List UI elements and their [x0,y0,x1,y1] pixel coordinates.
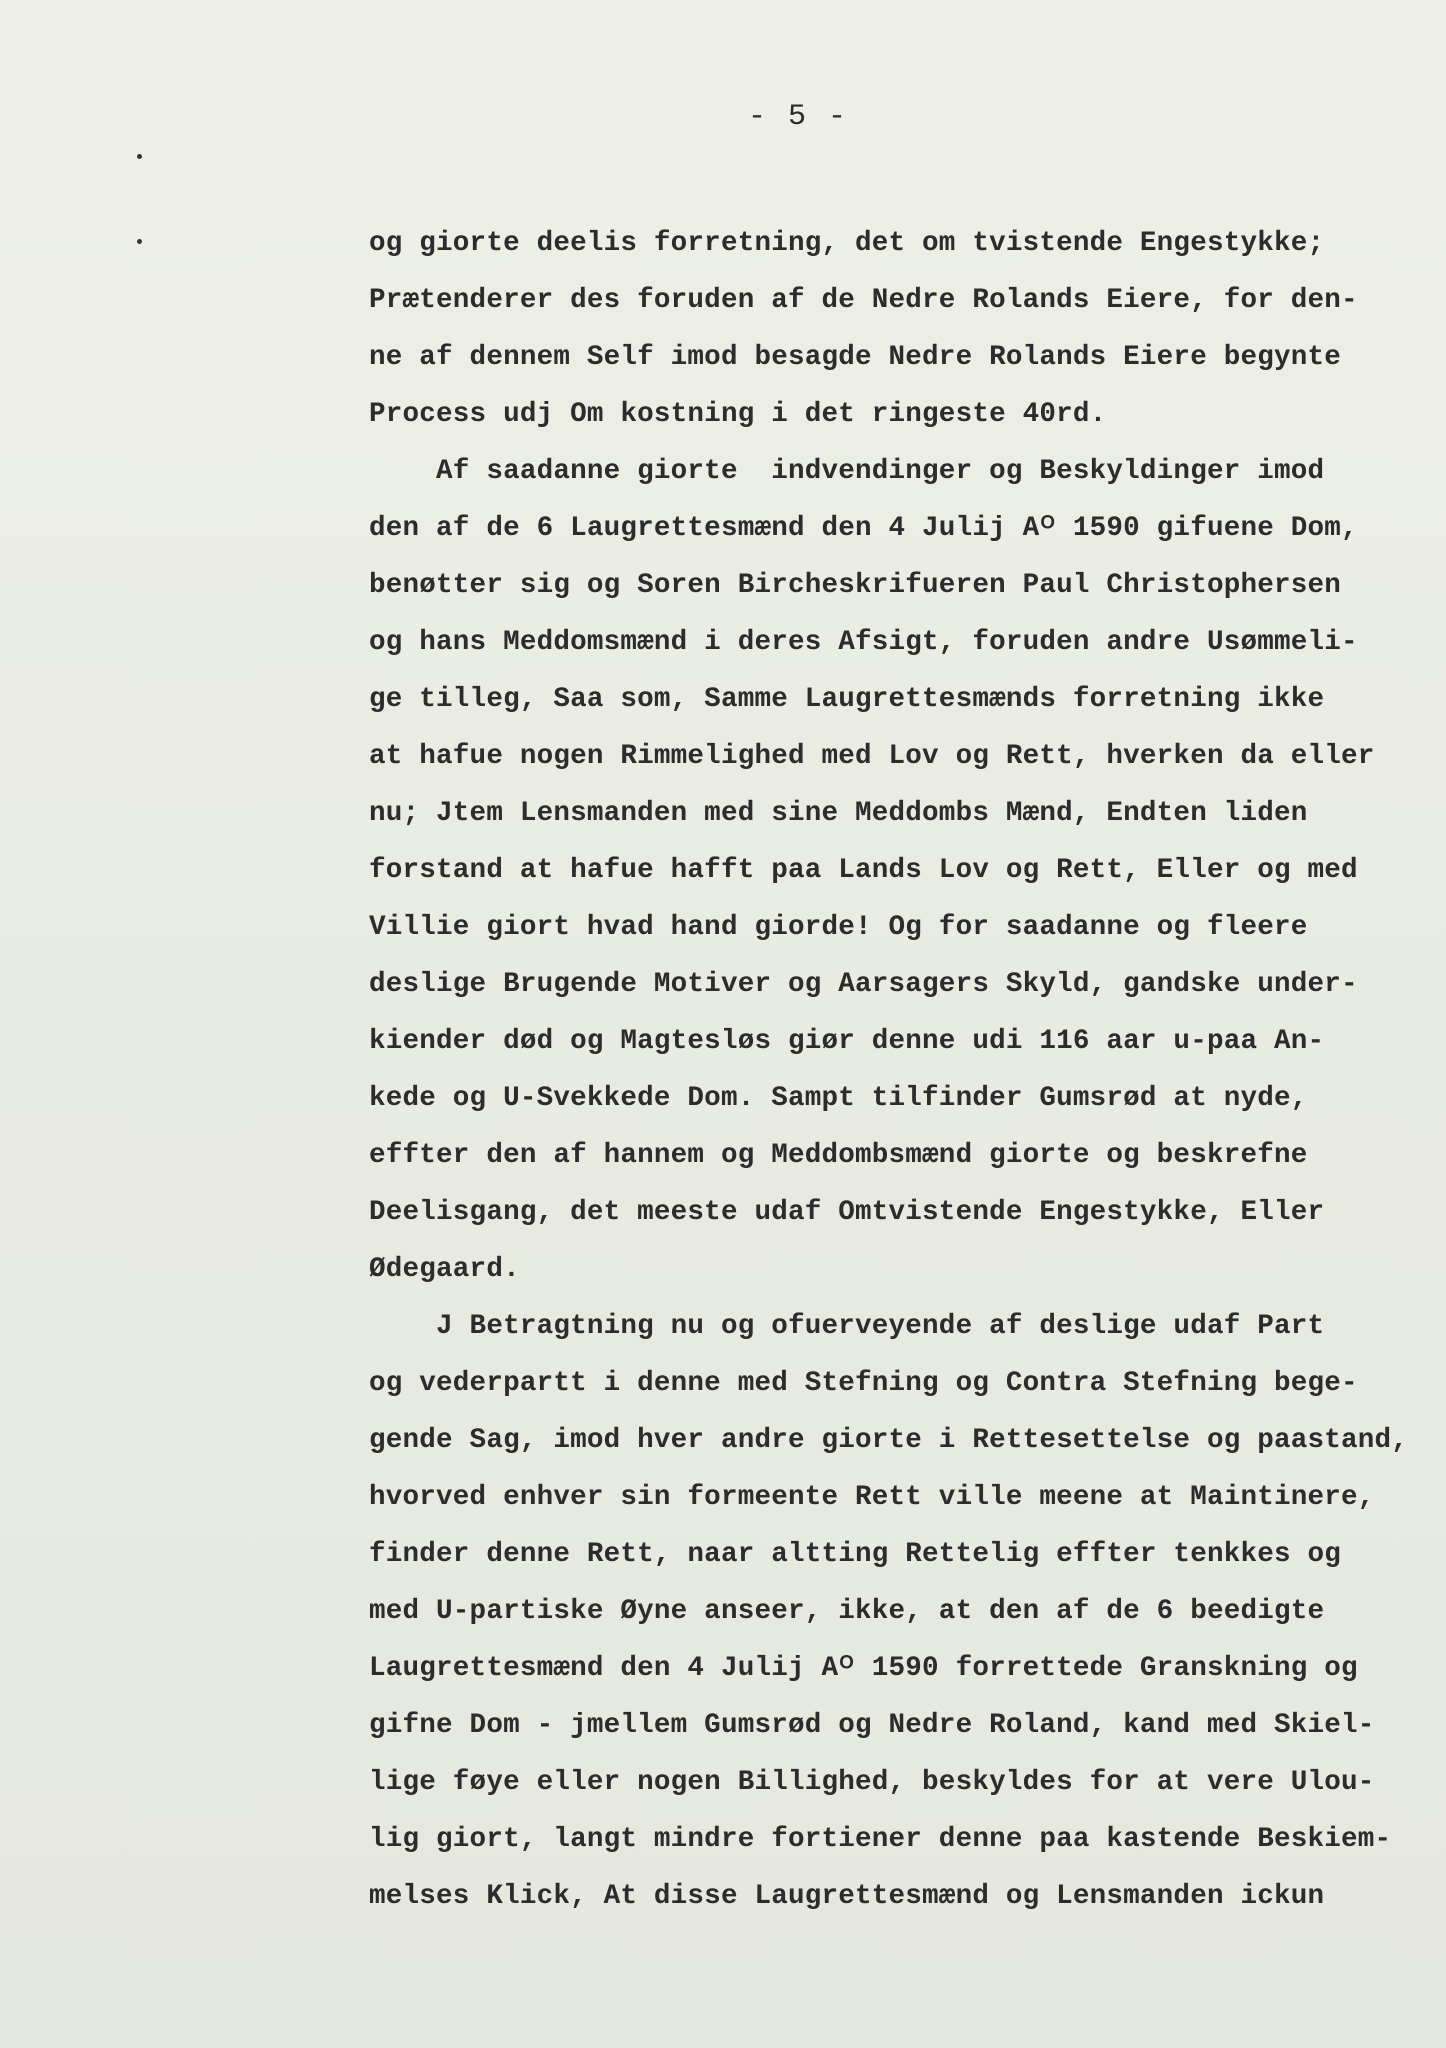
text-line: forstand at hafue hafft paa Lands Lov og Rett, Eller og med [369,855,1358,886]
text-line: ne af dennem Self imod besagde Nedre Rolands Eiere begynte [369,342,1342,373]
text-line: melses Klick, At disse Laugrettesmænd og Lensmanden ickun [369,1881,1325,1912]
text-line: nu; Jtem Lensmanden med sine Meddombs Mænd, Endten liden [369,798,1308,829]
margin-dot-top [137,154,142,159]
text-line: gende Sag, imod hver andre giorte i Rettesettelse og paastand, [369,1425,1409,1456]
text-line: med U-partiske Øyne anseer, ikke, at den af de 6 beedigte [369,1596,1325,1627]
text-line: finder denne Rett, naar altting Rettelig effter tenkkes og [369,1539,1342,1570]
text-line: lig giort, langt mindre fortiener denne paa kastende Beskiem- [369,1824,1392,1855]
text-line: ge tilleg, Saa som, Samme Laugrettesmænds forretning ikke [369,684,1325,715]
text-line: effter den af hannem og Meddombsmænd giorte og beskrefne [369,1140,1308,1171]
text-line: Prætenderer des foruden af de Nedre Rolands Eiere, for den- [369,285,1358,316]
text-line: benøtter sig og Soren Bircheskrifueren Paul Christophersen [369,570,1342,601]
text-line: Ødegaard. [369,1254,520,1285]
page-number: - 5 - [747,100,848,134]
text-line: og hans Meddomsmænd i deres Afsigt, foruden andre Usømmeli- [369,627,1358,658]
text-line: kiender død og Magtesløs giør denne udi 116 aar u-paa An- [369,1026,1325,1057]
text-line: og vederpartt i denne med Stefning og Contra Stefning bege- [369,1368,1358,1399]
text-line: lige føye eller nogen Billighed, beskyldes for at vere Ulou- [369,1767,1375,1798]
text-line: gifne Dom - jmellem Gumsrød og Nedre Roland, kand med Skiel- [369,1710,1375,1741]
text-line: og giorte deelis forretning, det om tvistende Engestykke; [369,228,1325,259]
text-line: deslige Brugende Motiver og Aarsagers Skyld, gandske under- [369,969,1358,1000]
text-line: Deelisgang, det meeste udaf Omtvistende Engestykke, Eller [369,1197,1325,1228]
text-line: Villie giort hvad hand giorde! Og for saadanne og fleere [369,912,1308,943]
text-line: J Betragtning nu og ofuerveyende af deslige udaf Part [369,1311,1325,1342]
text-line: kede og U-Svekkede Dom. Sampt tilfinder Gumsrød at nyde, [369,1083,1308,1114]
text-line: hvorved enhver sin formeente Rett ville meene at Maintinere, [369,1482,1375,1513]
margin-dot-bottom [137,239,142,244]
text-line: Laugrettesmænd den 4 Julij Aᴼ 1590 forrettede Granskning og [369,1653,1358,1684]
text-line: at hafue nogen Rimmelighed med Lov og Rett, hverken da eller [369,741,1375,772]
typed-text-body [369,215,1419,1925]
text-line: Process udj Om kostning i det ringeste 40rd. [369,399,1107,430]
text-line: Af saadanne giorte indvendinger og Beskyldinger imod [369,456,1325,487]
text-line: den af de 6 Laugrettesmænd den 4 Julij Aᴼ 1590 gifuene Dom, [369,513,1358,544]
